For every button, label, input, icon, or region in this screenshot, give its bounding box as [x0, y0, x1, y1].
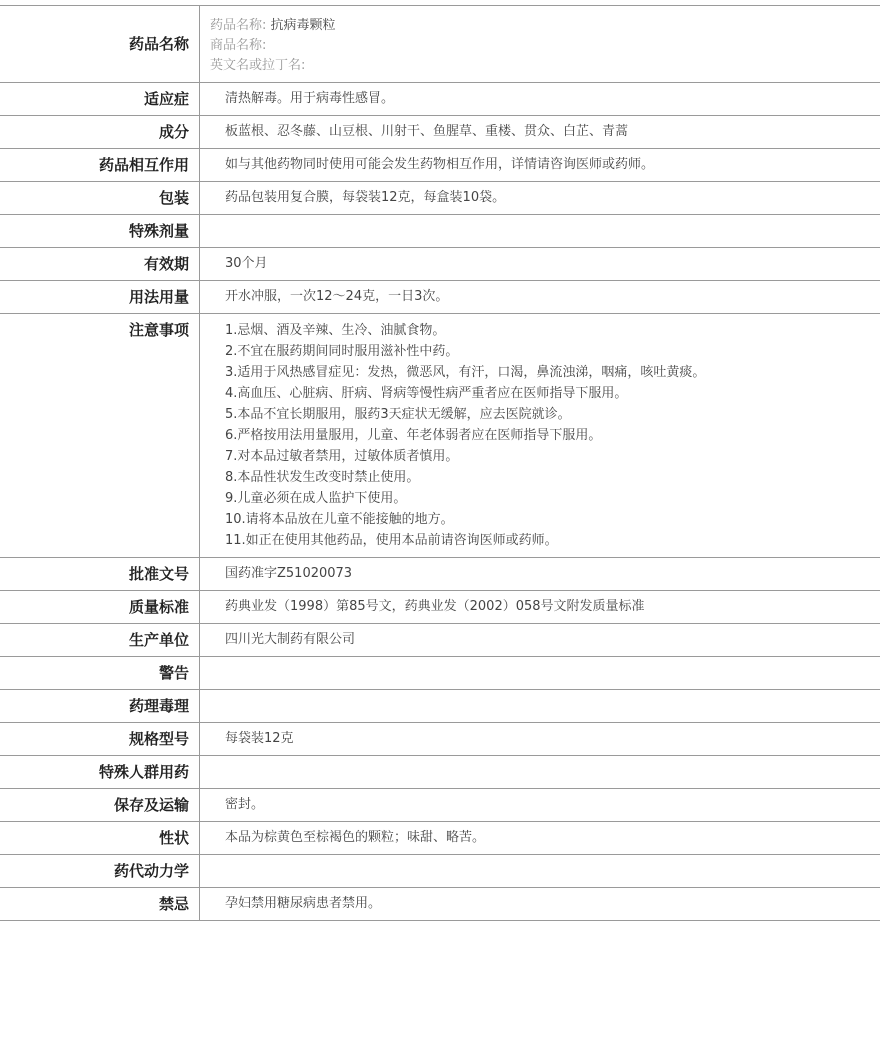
precaution-item: 8.本品性状发生改变时禁止使用。: [225, 470, 420, 485]
trade-name-label: 商品名称:: [210, 38, 267, 53]
row-value: 每袋装12克: [225, 731, 294, 746]
precaution-item: 9.儿童必须在成人监护下使用。: [225, 491, 407, 506]
precaution-item: 3.适用于风热感冒症见：发热，微恶风，有汗，口渴，鼻流浊涕，咽痛，咳吐黄痰。: [225, 365, 706, 380]
row-value: 30个月: [225, 256, 268, 271]
row-ingredients: [0, 116, 880, 149]
row-value: [200, 6, 880, 82]
precaution-item: 1.忌烟、酒及辛辣、生冷、油腻食物。: [225, 323, 446, 338]
row-label: 药品名称: [0, 6, 200, 82]
row-label: 批准文号: [0, 558, 200, 590]
row-value: 板蓝根、忍冬藤、山豆根、川射干、鱼腥草、重楼、贯众、白芷、青蒿: [225, 124, 629, 139]
row-approval-number: [0, 558, 880, 591]
precaution-item: 4.高血压、心脏病、肝病、肾病等慢性病严重者应在医师指导下服用。: [225, 386, 628, 401]
precaution-item: 5.本品不宜长期服用，服药3天症状无缓解，应去医院就诊。: [225, 407, 571, 422]
row-label: 生产单位: [0, 624, 200, 656]
row-label: 性状: [0, 822, 200, 854]
row-label: 有效期: [0, 248, 200, 280]
row-value: 药品包装用复合膜，每袋装12克，每盒装10袋。: [225, 190, 506, 205]
row-label: 质量标准: [0, 591, 200, 623]
row-manufacturer: [0, 624, 880, 657]
row-label: 药品相互作用: [0, 149, 200, 181]
english-name-label: 英文名或拉丁名:: [210, 58, 306, 73]
drug-info-table: [0, 5, 880, 921]
row-value: 孕妇禁用糖尿病患者禁用。: [225, 896, 382, 911]
row-label: 保存及运输: [0, 789, 200, 821]
precaution-item: 2.不宜在服药期间同时服用滋补性中药。: [225, 344, 459, 359]
row-interactions: [0, 149, 880, 182]
row-label: 禁忌: [0, 888, 200, 920]
precaution-item: 10.请将本品放在儿童不能接触的地方。: [225, 512, 454, 527]
row-value: [200, 855, 880, 887]
precautions-list: [200, 314, 880, 557]
row-precautions: [0, 314, 880, 558]
row-label: 成分: [0, 116, 200, 148]
row-contraindications: [0, 888, 880, 921]
row-appearance: [0, 822, 880, 855]
row-value: 药典业发（1998）第85号文，药典业发（2002）058号文附发质量标准: [225, 599, 645, 614]
generic-name-line: [210, 16, 870, 36]
precaution-item: 6.严格按用法用量服用，儿童、年老体弱者应在医师指导下服用。: [225, 428, 602, 443]
row-value: 国药准字Z51020073: [225, 566, 353, 581]
row-quality-standard: [0, 591, 880, 624]
row-usage: [0, 281, 880, 314]
row-pharmacokinetics: [0, 855, 880, 888]
row-special-population: [0, 756, 880, 789]
row-value: [200, 657, 880, 689]
row-value: [200, 215, 880, 247]
row-value: 本品为棕黄色至棕褐色的颗粒；味甜、略苦。: [225, 830, 486, 845]
row-warning: [0, 657, 880, 690]
row-label: 注意事项: [0, 314, 200, 557]
row-specification: [0, 723, 880, 756]
row-special-dosage: [0, 215, 880, 248]
row-label: 警告: [0, 657, 200, 689]
row-label: 特殊人群用药: [0, 756, 200, 788]
row-label: 用法用量: [0, 281, 200, 313]
row-storage: [0, 789, 880, 822]
precaution-item: 7.对本品过敏者禁用，过敏体质者慎用。: [225, 449, 459, 464]
row-label: 包装: [0, 182, 200, 214]
row-value: 密封。: [225, 797, 265, 812]
row-value: 四川光大制药有限公司: [225, 632, 356, 647]
precaution-item: 11.如正在使用其他药品，使用本品前请咨询医师或药师。: [225, 533, 558, 548]
row-value: 开水冲服，一次12～24克，一日3次。: [225, 289, 449, 304]
row-drug-name: [0, 6, 880, 83]
row-label: 适应症: [0, 83, 200, 115]
row-value: 如与其他药物同时使用可能会发生药物相互作用，详情请咨询医师或药师。: [225, 157, 655, 172]
row-pharmacology: [0, 690, 880, 723]
generic-name-value: 抗病毒颗粒: [270, 18, 336, 33]
row-value: 清热解毒。用于病毒性感冒。: [225, 91, 395, 106]
row-value: [200, 756, 880, 788]
row-label: 规格型号: [0, 723, 200, 755]
row-label: 药代动力学: [0, 855, 200, 887]
row-indications: [0, 83, 880, 116]
row-shelf-life: [0, 248, 880, 281]
row-label: 特殊剂量: [0, 215, 200, 247]
row-packaging: [0, 182, 880, 215]
row-label: 药理毒理: [0, 690, 200, 722]
generic-name-label: 药品名称:: [210, 18, 267, 33]
row-value: [200, 690, 880, 722]
